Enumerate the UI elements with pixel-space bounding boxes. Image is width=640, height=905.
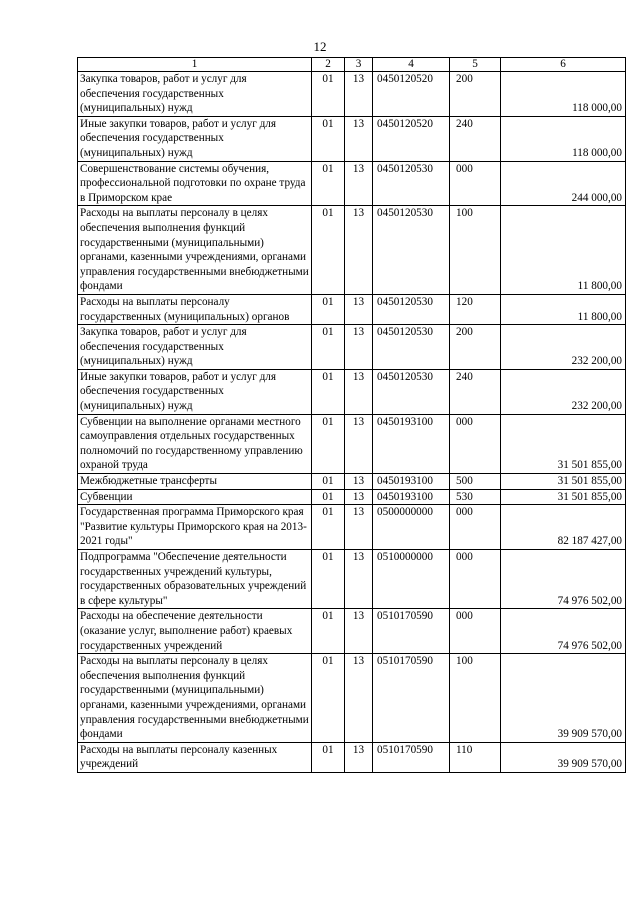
row-subsection-code: 13 [345,550,373,609]
row-amount: 118 000,00 [501,116,626,161]
row-section-code: 01 [312,369,345,414]
row-subsection-code: 13 [345,369,373,414]
table-row [78,72,626,117]
row-section-code: 01 [312,116,345,161]
row-amount: 118 000,00 [501,72,626,117]
table-header-row [78,58,626,72]
row-target-article: 0510170590 [373,654,450,743]
row-amount: 39 909 570,00 [501,654,626,743]
row-section-code: 01 [312,609,345,654]
row-amount: 11 800,00 [501,206,626,295]
row-description: Государственная программа Приморского края "Развитие культуры Приморского края на 2013-2021 годы" [78,505,312,550]
row-subsection-code: 13 [345,742,373,772]
row-amount: 11 800,00 [501,294,626,324]
row-subsection-code: 13 [345,474,373,490]
row-expense-type: 200 [450,325,501,370]
row-subsection-code: 13 [345,414,373,473]
row-section-code: 01 [312,72,345,117]
row-target-article: 0450120530 [373,161,450,206]
row-expense-type: 120 [450,294,501,324]
row-section-code: 01 [312,474,345,490]
row-description: Иные закупки товаров, работ и услуг для обеспечения государственных (муниципальных) нужд [78,369,312,414]
row-amount: 74 976 502,00 [501,550,626,609]
row-target-article: 0450120520 [373,116,450,161]
row-description: Субвенции на выполнение органами местного самоуправления отдельных государственных полномочий по государственному управлению охраной труда [78,414,312,473]
row-description: Расходы на выплаты персоналу в целях обеспечения выполнения функций государственными (муниципальными) органами, казенными учреждениями, органами управления государственными внебюджетными фондами [78,654,312,743]
row-expense-type: 530 [450,489,501,505]
row-target-article: 0500000000 [373,505,450,550]
row-subsection-code: 13 [345,116,373,161]
page-number: 12 [313,39,327,54]
table-row [78,550,626,609]
table-row [78,116,626,161]
row-description: Субвенции [78,489,312,505]
row-target-article: 0450193100 [373,474,450,490]
row-description: Подпрограмма "Обеспечение деятельности государственных учреждений культуры, государственных образовательных учреждений в сфере культуры" [78,550,312,609]
row-expense-type: 240 [450,369,501,414]
table-row [78,654,626,743]
row-section-code: 01 [312,161,345,206]
row-subsection-code: 13 [345,72,373,117]
table-row [78,294,626,324]
row-expense-type: 000 [450,161,501,206]
row-expense-type: 000 [450,414,501,473]
row-target-article: 0450120520 [373,72,450,117]
row-target-article: 0450193100 [373,489,450,505]
row-amount: 31 501 855,00 [501,414,626,473]
row-amount: 232 200,00 [501,369,626,414]
row-expense-type: 240 [450,116,501,161]
row-subsection-code: 13 [345,161,373,206]
row-section-code: 01 [312,505,345,550]
header-col-4: 4 [373,58,450,72]
table-row [78,505,626,550]
row-subsection-code: 13 [345,609,373,654]
row-description: Иные закупки товаров, работ и услуг для обеспечения государственных (муниципальных) нужд [78,116,312,161]
table-row [78,161,626,206]
table-row [78,325,626,370]
row-section-code: 01 [312,325,345,370]
row-target-article: 0510170590 [373,742,450,772]
table-row [78,206,626,295]
row-amount: 232 200,00 [501,325,626,370]
row-expense-type: 000 [450,550,501,609]
row-section-code: 01 [312,742,345,772]
row-expense-type: 000 [450,505,501,550]
row-amount: 39 909 570,00 [501,742,626,772]
header-col-1: 1 [78,58,312,72]
row-target-article: 0450120530 [373,369,450,414]
row-expense-type: 100 [450,206,501,295]
header-col-3: 3 [345,58,373,72]
table-row [78,369,626,414]
table-row [78,489,626,505]
row-target-article: 0450193100 [373,414,450,473]
row-section-code: 01 [312,654,345,743]
row-description: Совершенствование системы обучения, профессиональной подготовки по охране труда в Приморском крае [78,161,312,206]
row-expense-type: 500 [450,474,501,490]
row-target-article: 0450120530 [373,325,450,370]
header-col-2: 2 [312,58,345,72]
row-description: Закупка товаров, работ и услуг для обеспечения государственных (муниципальных) нужд [78,72,312,117]
row-target-article: 0510000000 [373,550,450,609]
row-description: Расходы на выплаты персоналу в целях обеспечения выполнения функций государственными (муниципальными) органами, казенными учреждениями, органами управления государственными внебюджетными фондами [78,206,312,295]
row-subsection-code: 13 [345,489,373,505]
row-target-article: 0450120530 [373,206,450,295]
row-expense-type: 200 [450,72,501,117]
budget-table [77,57,626,773]
row-amount: 31 501 855,00 [501,489,626,505]
row-description: Межбюджетные трансферты [78,474,312,490]
row-target-article: 0450120530 [373,294,450,324]
row-amount: 244 000,00 [501,161,626,206]
table-row [78,742,626,772]
row-amount: 74 976 502,00 [501,609,626,654]
row-section-code: 01 [312,550,345,609]
row-subsection-code: 13 [345,325,373,370]
row-expense-type: 100 [450,654,501,743]
row-expense-type: 110 [450,742,501,772]
row-section-code: 01 [312,414,345,473]
row-description: Закупка товаров, работ и услуг для обеспечения государственных (муниципальных) нужд [78,325,312,370]
row-expense-type: 000 [450,609,501,654]
row-target-article: 0510170590 [373,609,450,654]
row-amount: 82 187 427,00 [501,505,626,550]
row-subsection-code: 13 [345,206,373,295]
row-description: Расходы на обеспечение деятельности (оказание услуг, выполнение работ) краевых государственных учреждений [78,609,312,654]
row-description: Расходы на выплаты персоналу казенных учреждений [78,742,312,772]
row-description: Расходы на выплаты персоналу государственных (муниципальных) органов [78,294,312,324]
table-row [78,474,626,490]
row-amount: 31 501 855,00 [501,474,626,490]
row-subsection-code: 13 [345,294,373,324]
header-col-6: 6 [501,58,626,72]
table-row [78,609,626,654]
row-section-code: 01 [312,489,345,505]
row-section-code: 01 [312,206,345,295]
row-subsection-code: 13 [345,505,373,550]
row-subsection-code: 13 [345,654,373,743]
row-section-code: 01 [312,294,345,324]
header-col-5: 5 [450,58,501,72]
table-row [78,414,626,473]
